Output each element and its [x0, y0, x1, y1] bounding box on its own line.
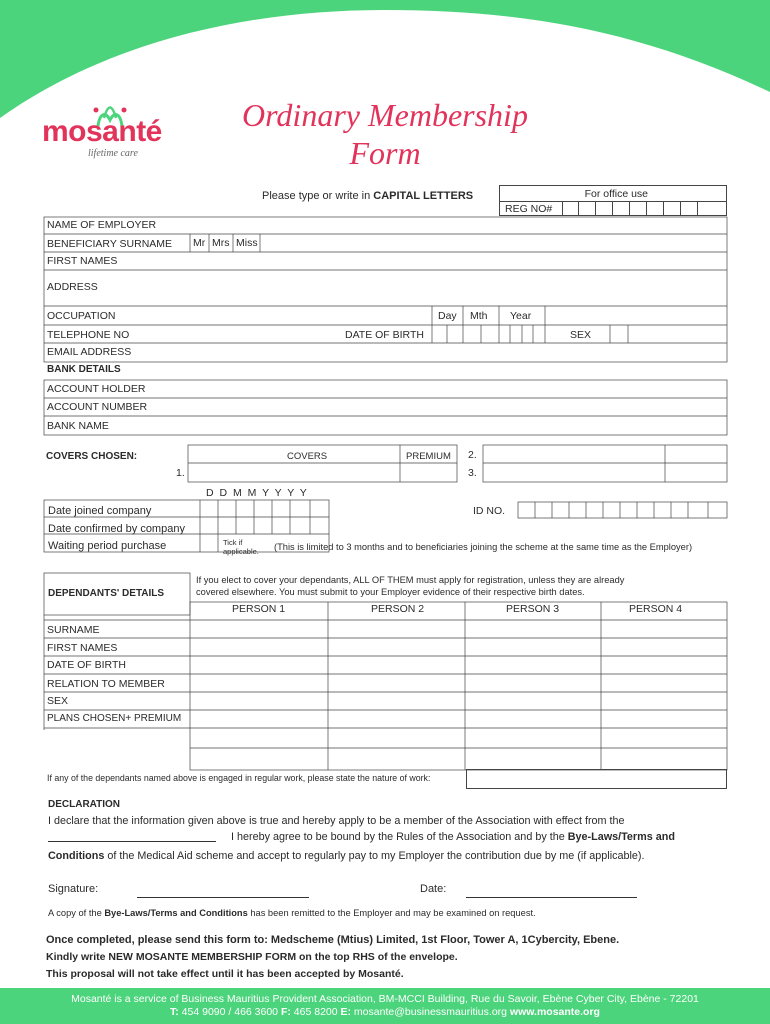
date-joined-label: Date joined company	[48, 505, 152, 517]
date-label: Date:	[420, 883, 447, 895]
proposal-note: This proposal will not take effect until it has been accepted by Mosanté.	[46, 968, 404, 980]
dependant-dob-label: DATE OF BIRTH	[47, 659, 126, 671]
work-nature-field[interactable]	[466, 769, 727, 789]
dependant-surname-label: SURNAME	[47, 624, 100, 636]
dependants-note-line-2: covered elsewhere. You must submit to your Employer evidence of their respective birth dates.	[196, 587, 585, 597]
address-label: ADDRESS	[47, 281, 98, 293]
declaration-line-2-a: I hereby agree to be bound by the Rules of the Association and by the	[231, 831, 568, 843]
id-no-label: ID NO.	[473, 505, 506, 517]
declaration-line-2	[231, 832, 675, 843]
copy-note	[48, 909, 536, 918]
fax-value: 465 8200	[290, 1006, 341, 1018]
logo-tagline: lifetime care	[88, 148, 138, 159]
dependant-sex-label: SEX	[47, 695, 69, 707]
declaration-heading: DECLARATION	[48, 799, 121, 810]
title-line-1: Ordinary Membership	[242, 97, 528, 133]
copy-note-c: has been remitted to the Employer and may be examined on request.	[247, 908, 536, 918]
declaration-line-1: I declare that the information given above is true and hereby apply to be a member of the Association with effect from the	[48, 815, 625, 827]
instruction-prefix: Please type or write in	[262, 190, 374, 202]
date-line[interactable]	[466, 897, 637, 898]
person-2-header: PERSON 2	[371, 603, 425, 615]
dependants-heading: DEPENDANTS' DETAILS	[48, 588, 165, 599]
dependant-plans-label: PLANS CHOSEN+ PREMIUM	[47, 713, 182, 724]
waiting-period-label: Waiting period purchase	[48, 540, 167, 552]
dependants-note-line-1: If you elect to cover your dependants, ALL OF THEM must apply for registration, unless they are already	[196, 575, 625, 585]
phone-label: T:	[170, 1006, 179, 1018]
person-4-header: PERSON 4	[629, 603, 683, 615]
effective-date-line[interactable]	[48, 841, 216, 842]
day-label: Day	[438, 310, 457, 322]
title-miss[interactable]: Miss	[236, 237, 258, 249]
footer-address: Mosanté is a service of Business Mauritius Provident Association, BM-MCCI Building, Rue du Savoir, Ebène Cyber City, Ebène - 72201	[71, 993, 699, 1005]
sex-label: SEX	[570, 329, 592, 341]
declaration-line-3-b: of the Medical Aid scheme and accept to regularly pay to my Employer the contribution due by me (if applicable).	[104, 850, 645, 862]
copy-note-a: A copy of the	[48, 908, 105, 918]
cover-number-1: 1.	[176, 467, 185, 479]
date-confirmed-label: Date confirmed by company	[48, 523, 185, 535]
declaration-line-3	[48, 851, 645, 862]
reg-no-label: REG NO#	[505, 203, 553, 215]
account-holder-label: ACCOUNT HOLDER	[47, 383, 146, 395]
cover-number-2: 2.	[468, 449, 477, 461]
covers-chosen-heading: COVERS CHOSEN:	[46, 451, 138, 462]
tick-line-2: applicable.	[223, 547, 259, 556]
bank-details-heading: BANK DETAILS	[47, 364, 121, 375]
phone-value: 454 9090 / 466 3600	[178, 1006, 281, 1018]
footer-contacts	[0, 1006, 770, 1019]
dependant-first-names-label: FIRST NAMES	[47, 642, 118, 654]
premium-column-label: PREMIUM	[406, 451, 451, 462]
send-instructions: Once completed, please send this form to: Medscheme (Mtius) Limited, 1st Floor, Tower A, 1Cybercity, Ebene.	[46, 934, 620, 946]
tick-line-1: Tick if	[223, 538, 243, 547]
email-contact-label: E:	[340, 1006, 352, 1018]
account-number-label: ACCOUNT NUMBER	[47, 401, 148, 413]
footer	[0, 988, 770, 1024]
beneficiary-surname-label: BENEFICIARY SURNAME	[47, 238, 173, 250]
waiting-period-note: (This is limited to 3 months and to beneficiaries joining the scheme at the same time as the Employer)	[274, 542, 693, 552]
covers-column-label: COVERS	[287, 451, 328, 462]
title-line-2: Form	[349, 135, 421, 171]
signature-line[interactable]	[137, 897, 309, 898]
dependant-relation-label: RELATION TO MEMBER	[47, 678, 165, 690]
month-label: Mth	[470, 310, 488, 322]
cover-number-3: 3.	[468, 467, 477, 479]
website-link[interactable]: www.mosante.org	[509, 1006, 600, 1018]
copy-note-b: Bye-Laws/Terms and Conditions	[104, 908, 248, 918]
for-office-use-label: For office use	[584, 188, 648, 200]
date-format-hint: D D M M Y Y Y Y	[206, 487, 309, 499]
person-1-header: PERSON 1	[232, 603, 286, 615]
telephone-label: TELEPHONE NO	[47, 329, 130, 341]
signature-label: Signature:	[48, 883, 99, 895]
first-names-label: FIRST NAMES	[47, 255, 118, 267]
date-of-birth-label: DATE OF BIRTH	[345, 329, 424, 341]
year-label: Year	[510, 310, 532, 322]
envelope-instructions: Kindly write NEW MOSANTE MEMBERSHIP FORM on the top RHS of the envelope.	[46, 951, 458, 963]
name-of-employer-label: NAME OF EMPLOYER	[47, 219, 157, 231]
work-note: If any of the dependants named above is engaged in regular work, please state the nature of work:	[47, 773, 431, 783]
email-label: EMAIL ADDRESS	[47, 346, 132, 358]
instruction-bold: CAPITAL LETTERS	[373, 190, 474, 202]
title-mr[interactable]: Mr	[193, 237, 206, 249]
email-contact-value[interactable]: mosante@businessmauritius.org	[351, 1006, 510, 1018]
fax-label: F:	[280, 1006, 291, 1018]
person-3-header: PERSON 3	[506, 603, 560, 615]
logo-text: mosanté	[42, 115, 162, 148]
occupation-label: OCCUPATION	[47, 310, 116, 322]
declaration-line-3-a: Conditions	[48, 850, 105, 862]
tick-if-applicable	[223, 538, 259, 556]
bank-name-label: BANK NAME	[47, 420, 109, 432]
declaration-line-2-b: Bye-Laws/Terms and	[567, 831, 675, 843]
covers-grid	[0, 440, 770, 485]
title-mrs[interactable]: Mrs	[212, 237, 230, 249]
